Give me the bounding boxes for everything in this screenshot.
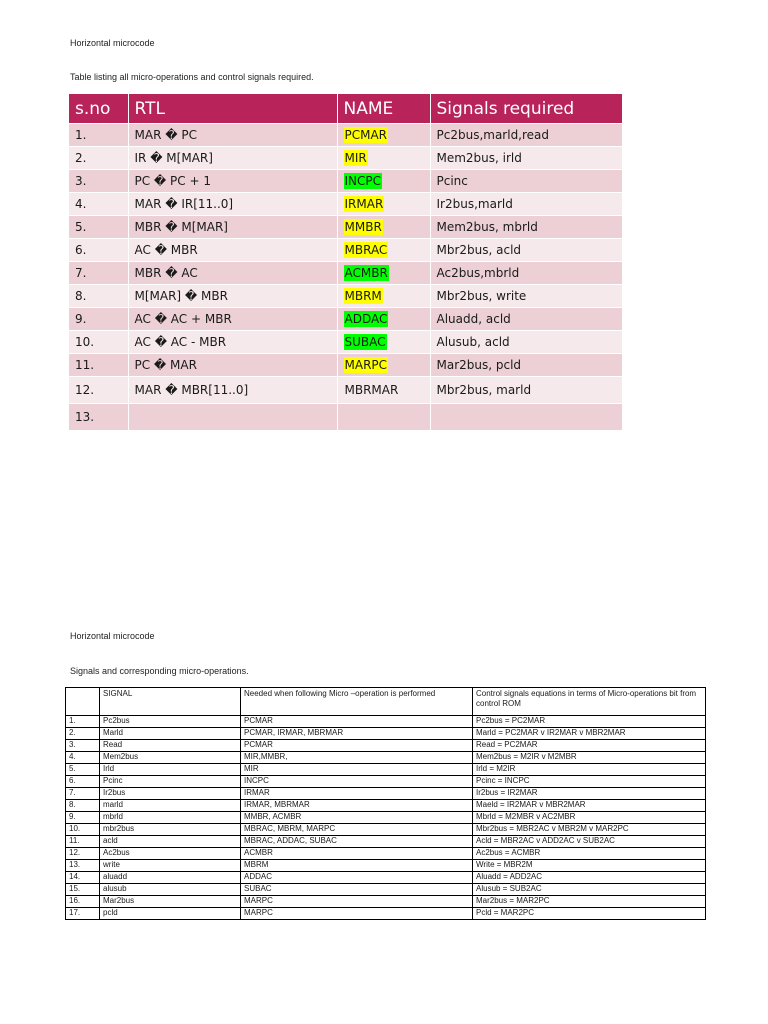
cell-signal: Marld <box>100 728 241 740</box>
operation-name <box>344 409 346 425</box>
cell-sno: 4. <box>66 752 100 764</box>
header-equation: Control signals equations in terms of Micro-operations bit from control ROM <box>473 688 706 716</box>
table-header-row <box>69 94 622 124</box>
cell-signal: mbr2bus <box>100 824 241 836</box>
cell-name <box>337 124 430 147</box>
cell-equation: Acld = MBR2AC v ADD2AC v SUB2AC <box>473 836 706 848</box>
cell-signal: alusub <box>100 884 241 896</box>
table-row <box>66 848 706 860</box>
table-row <box>66 740 706 752</box>
table-row <box>66 872 706 884</box>
cell-sno: 6. <box>69 239 128 262</box>
cell-sno: 12. <box>66 848 100 860</box>
micro-operations-table <box>69 94 623 430</box>
cell-rtl: M[MAR] � MBR <box>128 285 337 308</box>
table-row <box>69 308 622 331</box>
cell-sno: 10. <box>66 824 100 836</box>
cell-signals: Alusub, acld <box>430 331 622 354</box>
operation-name: MBRMAR <box>344 383 399 397</box>
cell-name <box>337 354 430 377</box>
table-row <box>69 377 622 404</box>
cell-needed: MARPC <box>241 896 473 908</box>
table-row <box>66 752 706 764</box>
cell-signal: Ac2bus <box>100 848 241 860</box>
header-signals: Signals required <box>430 94 622 124</box>
cell-needed: INCPC <box>241 776 473 788</box>
cell-needed: MIR <box>241 764 473 776</box>
cell-sno: 2. <box>66 728 100 740</box>
cell-signals: Mem2bus, mbrld <box>430 216 622 239</box>
cell-name <box>337 404 430 431</box>
table-row <box>66 836 706 848</box>
table-row <box>66 908 706 920</box>
cell-equation: Read = PC2MAR <box>473 740 706 752</box>
table-row <box>66 788 706 800</box>
table-row <box>66 896 706 908</box>
cell-needed: IRMAR, MBRMAR <box>241 800 473 812</box>
cell-signals: Ir2bus,marld <box>430 193 622 216</box>
operation-name: MIR <box>344 151 367 165</box>
cell-equation: Pc2bus = PC2MAR <box>473 716 706 728</box>
cell-rtl: AC � MBR <box>128 239 337 262</box>
table-row <box>69 124 622 147</box>
cell-signals: Pcinc <box>430 170 622 193</box>
table-row <box>66 812 706 824</box>
cell-sno: 3. <box>69 170 128 193</box>
table-header-row <box>66 688 706 716</box>
cell-signal: Ir2bus <box>100 788 241 800</box>
operation-name: IRMAR <box>344 197 384 211</box>
header-name: NAME <box>337 94 430 124</box>
table-row <box>69 331 622 354</box>
cell-needed: MARPC <box>241 908 473 920</box>
cell-signal: Read <box>100 740 241 752</box>
cell-rtl: IR � M[MAR] <box>128 147 337 170</box>
cell-name <box>337 239 430 262</box>
operation-name: ADDAC <box>344 312 388 326</box>
cell-rtl: MBR � AC <box>128 262 337 285</box>
cell-sno: 1. <box>69 124 128 147</box>
table-row <box>66 728 706 740</box>
cell-equation: Ir2bus = IR2MAR <box>473 788 706 800</box>
cell-signals: Aluadd, acld <box>430 308 622 331</box>
header-rtl: RTL <box>128 94 337 124</box>
table-row <box>66 776 706 788</box>
cell-sno: 11. <box>69 354 128 377</box>
header-sno: s.no <box>69 94 128 124</box>
cell-signal: acld <box>100 836 241 848</box>
cell-sno: 1. <box>66 716 100 728</box>
cell-equation: Write = MBR2M <box>473 860 706 872</box>
cell-sno: 7. <box>66 788 100 800</box>
cell-sno: 6. <box>66 776 100 788</box>
section1-heading: Horizontal microcode <box>70 38 155 48</box>
operation-name: MBRAC <box>344 243 388 257</box>
cell-signals: Mbr2bus, write <box>430 285 622 308</box>
table-row <box>66 860 706 872</box>
operation-name: PCMAR <box>344 128 388 142</box>
cell-equation: Pcld = MAR2PC <box>473 908 706 920</box>
cell-rtl: PC � MAR <box>128 354 337 377</box>
cell-rtl: MAR � IR[11..0] <box>128 193 337 216</box>
cell-sno: 13. <box>69 404 128 431</box>
operation-name: MMBR <box>344 220 382 234</box>
cell-name <box>337 377 430 404</box>
cell-name <box>337 308 430 331</box>
cell-sno: 9. <box>69 308 128 331</box>
cell-name <box>337 331 430 354</box>
operation-name: ACMBR <box>344 266 388 280</box>
cell-sno: 3. <box>66 740 100 752</box>
cell-equation: Marld = PC2MAR v IR2MAR v MBR2MAR <box>473 728 706 740</box>
operation-name: MARPC <box>344 358 388 372</box>
cell-sno: 13. <box>66 860 100 872</box>
operation-name: MBRM <box>344 289 382 303</box>
cell-signal: Pcinc <box>100 776 241 788</box>
cell-name <box>337 193 430 216</box>
cell-signals: Mar2bus, pcld <box>430 354 622 377</box>
cell-equation: Alusub = SUB2AC <box>473 884 706 896</box>
cell-sno: 10. <box>69 331 128 354</box>
cell-sno: 12. <box>69 377 128 404</box>
cell-needed: PCMAR <box>241 740 473 752</box>
cell-name <box>337 170 430 193</box>
cell-sno: 2. <box>69 147 128 170</box>
cell-sno: 15. <box>66 884 100 896</box>
section2-caption: Signals and corresponding micro-operations. <box>70 666 249 676</box>
operation-name: INCPC <box>344 174 382 188</box>
table-row <box>69 262 622 285</box>
cell-rtl: MAR � MBR[11..0] <box>128 377 337 404</box>
cell-needed: MBRAC, ADDAC, SUBAC <box>241 836 473 848</box>
cell-equation: Maeld = IR2MAR v MBR2MAR <box>473 800 706 812</box>
cell-needed: MBRM <box>241 860 473 872</box>
table-row <box>69 285 622 308</box>
header-sno <box>66 688 100 716</box>
cell-signal: aluadd <box>100 872 241 884</box>
table-row <box>66 764 706 776</box>
section1-caption: Table listing all micro-operations and control signals required. <box>70 72 314 82</box>
cell-sno: 11. <box>66 836 100 848</box>
cell-equation: Ac2bus = ACMBR <box>473 848 706 860</box>
cell-sno: 8. <box>69 285 128 308</box>
cell-equation: Mbrld = M2MBR v AC2MBR <box>473 812 706 824</box>
cell-name <box>337 262 430 285</box>
cell-name <box>337 285 430 308</box>
cell-name <box>337 147 430 170</box>
cell-sno: 16. <box>66 896 100 908</box>
cell-equation: Irld = M2IR <box>473 764 706 776</box>
cell-sno: 9. <box>66 812 100 824</box>
cell-equation: Pcinc = INCPC <box>473 776 706 788</box>
cell-signal: mbrld <box>100 812 241 824</box>
table-row <box>66 884 706 896</box>
cell-rtl: AC � AC - MBR <box>128 331 337 354</box>
cell-equation: Mem2bus = M2IR v M2MBR <box>473 752 706 764</box>
table-row <box>66 716 706 728</box>
cell-signal: Pc2bus <box>100 716 241 728</box>
cell-rtl <box>128 404 337 431</box>
cell-rtl: MBR � M[MAR] <box>128 216 337 239</box>
cell-needed: MIR,MMBR, <box>241 752 473 764</box>
cell-signal: Mar2bus <box>100 896 241 908</box>
cell-needed: MBRAC, MBRM, MARPC <box>241 824 473 836</box>
cell-signal: write <box>100 860 241 872</box>
cell-rtl: PC � PC + 1 <box>128 170 337 193</box>
cell-rtl: MAR � PC <box>128 124 337 147</box>
cell-signal: marld <box>100 800 241 812</box>
cell-sno: 7. <box>69 262 128 285</box>
table-row <box>69 216 622 239</box>
cell-needed: ACMBR <box>241 848 473 860</box>
cell-needed: SUBAC <box>241 884 473 896</box>
cell-needed: PCMAR <box>241 716 473 728</box>
table-row <box>69 193 622 216</box>
section2-heading: Horizontal microcode <box>70 631 155 641</box>
cell-equation: Aluadd = ADD2AC <box>473 872 706 884</box>
cell-rtl: AC � AC + MBR <box>128 308 337 331</box>
cell-signals: Mbr2bus, marld <box>430 377 622 404</box>
cell-signals: Pc2bus,marld,read <box>430 124 622 147</box>
cell-equation: Mbr2bus = MBR2AC v MBR2M v MAR2PC <box>473 824 706 836</box>
cell-signals: Mbr2bus, acld <box>430 239 622 262</box>
cell-sno: 8. <box>66 800 100 812</box>
cell-signals: Mem2bus, irld <box>430 147 622 170</box>
table-row <box>69 354 622 377</box>
signals-table <box>65 687 706 920</box>
cell-signals: Ac2bus,mbrld <box>430 262 622 285</box>
cell-sno: 4. <box>69 193 128 216</box>
cell-needed: PCMAR, IRMAR, MBRMAR <box>241 728 473 740</box>
operation-name: SUBAC <box>344 335 386 349</box>
table-row <box>69 170 622 193</box>
cell-equation: Mar2bus = MAR2PC <box>473 896 706 908</box>
header-needed: Needed when following Micro –operation is performed <box>241 688 473 716</box>
cell-needed: ADDAC <box>241 872 473 884</box>
cell-signal: pcld <box>100 908 241 920</box>
cell-sno: 5. <box>66 764 100 776</box>
table-row <box>69 147 622 170</box>
cell-needed: MMBR, ACMBR <box>241 812 473 824</box>
cell-sno: 17. <box>66 908 100 920</box>
cell-sno: 14. <box>66 872 100 884</box>
table-row <box>69 239 622 262</box>
cell-signal: Mem2bus <box>100 752 241 764</box>
table-row <box>66 824 706 836</box>
cell-sno: 5. <box>69 216 128 239</box>
cell-name <box>337 216 430 239</box>
table-row <box>66 800 706 812</box>
cell-needed: IRMAR <box>241 788 473 800</box>
cell-signals <box>430 404 622 431</box>
table-row <box>69 404 622 431</box>
header-signal: SIGNAL <box>100 688 241 716</box>
cell-signal: Irld <box>100 764 241 776</box>
